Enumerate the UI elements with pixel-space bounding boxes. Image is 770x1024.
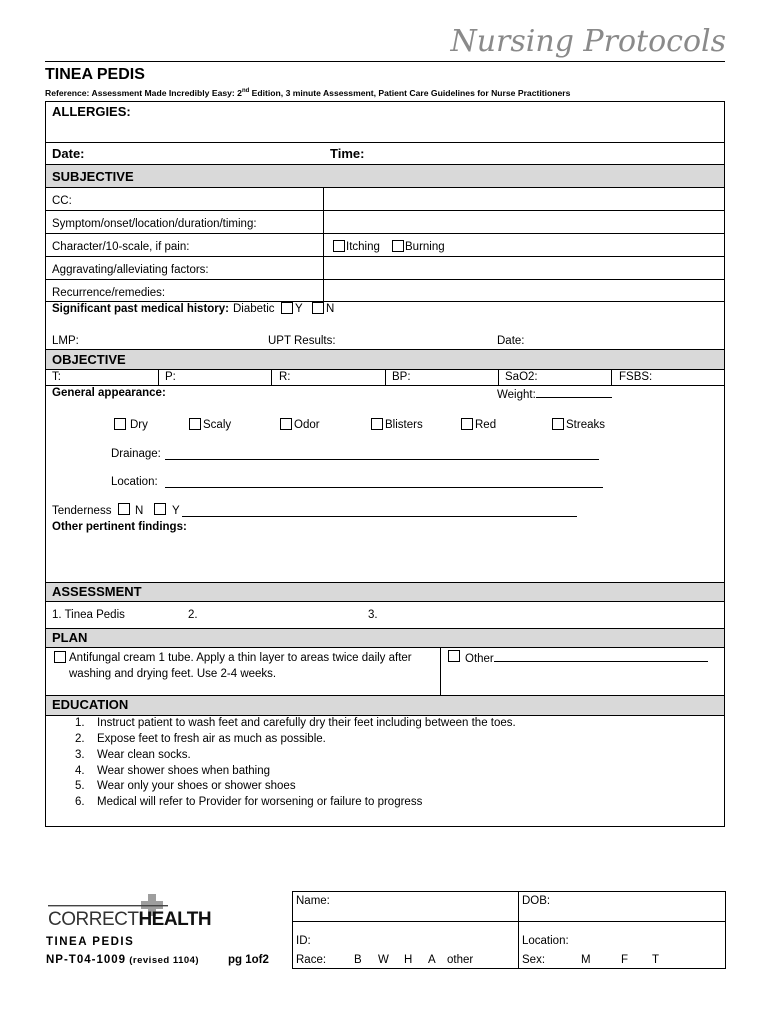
plan-other-checkbox[interactable]	[448, 650, 460, 662]
plan-other-label: Other	[465, 651, 708, 665]
race-option-b[interactable]: B	[354, 954, 362, 966]
red-checkbox[interactable]	[461, 418, 473, 430]
footer-form-title: TINEA PEDIS	[46, 936, 135, 948]
scaly-label: Scaly	[203, 419, 232, 431]
lmp-label: LMP:	[52, 335, 79, 347]
diabetic-no-checkbox[interactable]	[312, 302, 324, 314]
id-field[interactable]: ID:	[296, 935, 311, 947]
education-item: 3. Wear clean socks.	[75, 749, 191, 761]
vital-p: P:	[165, 371, 176, 383]
blisters-label: Blisters	[385, 419, 423, 431]
vital-fsbs: FSBS:	[619, 371, 653, 383]
sex-option-t[interactable]: T	[652, 954, 660, 966]
upt-date-label: Date:	[497, 335, 525, 347]
antifungal-checkbox[interactable]	[54, 651, 66, 663]
sex-option-f[interactable]: F	[621, 954, 629, 966]
date-label: Date:	[52, 146, 85, 161]
protocol-title: TINEA PEDIS	[45, 66, 145, 83]
race-option-a[interactable]: A	[428, 954, 436, 966]
general-appearance-label: General appearance:	[52, 387, 166, 399]
assessment-item-2: 2.	[188, 609, 198, 621]
itching-label: Itching	[346, 241, 380, 253]
education-item: 2. Expose feet to fresh air as much as possible.	[75, 733, 326, 745]
form-revised: (revised 1104)	[129, 955, 200, 966]
reference-prefix: Reference: Assessment Made Incredibly Easy: 2	[45, 88, 242, 98]
education-item: 6. Medical will refer to Provider for worsening or failure to progress	[75, 796, 423, 808]
dry-label: Dry	[130, 419, 148, 431]
streaks-label: Streaks	[566, 419, 605, 431]
tenderness-n-label: N	[135, 505, 144, 517]
assessment-heading: ASSESSMENT	[52, 584, 142, 599]
plan-heading: PLAN	[52, 630, 88, 645]
character-label: Character/10-scale, if pain:	[52, 241, 190, 253]
form-border-top	[45, 101, 725, 102]
streaks-checkbox[interactable]	[552, 418, 564, 430]
drainage-line[interactable]	[165, 459, 599, 460]
history-label: Significant past medical history:	[52, 303, 230, 315]
form-code: NP-T04-1009	[46, 954, 127, 966]
red-label: Red	[475, 419, 497, 431]
allergies-label: ALLERGIES:	[52, 104, 131, 119]
race-label: Race:	[296, 954, 327, 966]
weight-label: Weight:	[497, 387, 612, 401]
subjective-header-bg	[46, 165, 724, 187]
diabetic-label: Diabetic	[233, 303, 275, 315]
vital-bp: BP:	[392, 371, 411, 383]
subjective-heading: SUBJECTIVE	[52, 169, 134, 184]
diabetic-yes-checkbox[interactable]	[281, 302, 293, 314]
assessment-item-3: 3.	[368, 609, 378, 621]
drainage-label: Drainage:	[111, 448, 161, 460]
antifungal-line-2: washing and drying feet. Use 2-4 weeks.	[69, 668, 277, 680]
location-field[interactable]: Location:	[522, 935, 569, 947]
education-heading: EDUCATION	[52, 697, 129, 712]
race-option-h[interactable]: H	[404, 954, 413, 966]
page-number: pg 1of2	[228, 954, 269, 966]
reference-line	[45, 88, 570, 98]
antifungal-line-1: Antifungal cream 1 tube. Apply a thin layer to areas twice daily after	[69, 652, 412, 664]
reference-sup: nd	[241, 88, 250, 95]
location-label: Location:	[111, 476, 158, 488]
education-item: 4. Wear shower shoes when bathing	[75, 765, 271, 777]
upt-label: UPT Results:	[268, 335, 336, 347]
location-line[interactable]	[165, 487, 603, 488]
cc-label: CC:	[52, 195, 72, 207]
itching-checkbox[interactable]	[333, 240, 345, 252]
tenderness-y-checkbox[interactable]	[154, 503, 166, 515]
sex-label: Sex:	[522, 954, 546, 966]
vital-r: R:	[279, 371, 291, 383]
diabetic-no-label: N	[326, 303, 335, 315]
logo-correct: CORRECT	[48, 909, 139, 930]
tenderness-y-label: Y	[172, 505, 180, 517]
correct-health-logo	[46, 893, 212, 933]
race-option-other[interactable]: other	[447, 954, 474, 966]
brand-title: Nursing Protocols	[450, 24, 726, 59]
blisters-checkbox[interactable]	[371, 418, 383, 430]
diabetic-yes-label: Y	[295, 303, 303, 315]
plan-header-bg	[46, 629, 724, 647]
reference-suffix: Edition, 3 minute Assessment, Patient Care Guidelines for Nurse Practitioners	[249, 88, 571, 98]
name-field[interactable]: Name:	[296, 895, 330, 907]
sex-option-m[interactable]: M	[581, 954, 591, 966]
objective-heading: OBJECTIVE	[52, 352, 126, 367]
tenderness-label: Tenderness	[52, 505, 112, 517]
aggravating-label: Aggravating/alleviating factors:	[52, 264, 209, 276]
tenderness-n-checkbox[interactable]	[118, 503, 130, 515]
race-option-w[interactable]: W	[378, 954, 389, 966]
header-rule	[45, 61, 725, 62]
other-findings-label: Other pertinent findings:	[52, 521, 187, 533]
burning-checkbox[interactable]	[392, 240, 404, 252]
dry-checkbox[interactable]	[114, 418, 126, 430]
odor-label: Odor	[294, 419, 320, 431]
time-label: Time:	[330, 146, 365, 161]
objective-header-bg	[46, 350, 724, 369]
education-item: 1. Instruct patient to wash feet and carefully dry their feet including between the toes.	[75, 717, 516, 729]
assessment-header-bg	[46, 583, 724, 601]
footer-form-code	[46, 954, 199, 966]
vital-sao2: SaO2:	[505, 371, 538, 383]
education-item: 5. Wear only your shoes or shower shoes	[75, 780, 296, 792]
tenderness-line[interactable]	[182, 516, 577, 517]
dob-field[interactable]: DOB:	[522, 895, 551, 907]
form-border-bottom	[45, 826, 725, 827]
recurrence-label: Recurrence/remedies:	[52, 287, 166, 299]
logo-health: HEALTH	[138, 909, 212, 930]
vital-t: T:	[52, 371, 61, 383]
scaly-checkbox[interactable]	[189, 418, 201, 430]
assessment-item-1: 1. Tinea Pedis	[52, 609, 125, 621]
symptom-label: Symptom/onset/location/duration/timing:	[52, 218, 257, 230]
burning-label: Burning	[405, 241, 445, 253]
education-header-bg	[46, 696, 724, 715]
odor-checkbox[interactable]	[280, 418, 292, 430]
